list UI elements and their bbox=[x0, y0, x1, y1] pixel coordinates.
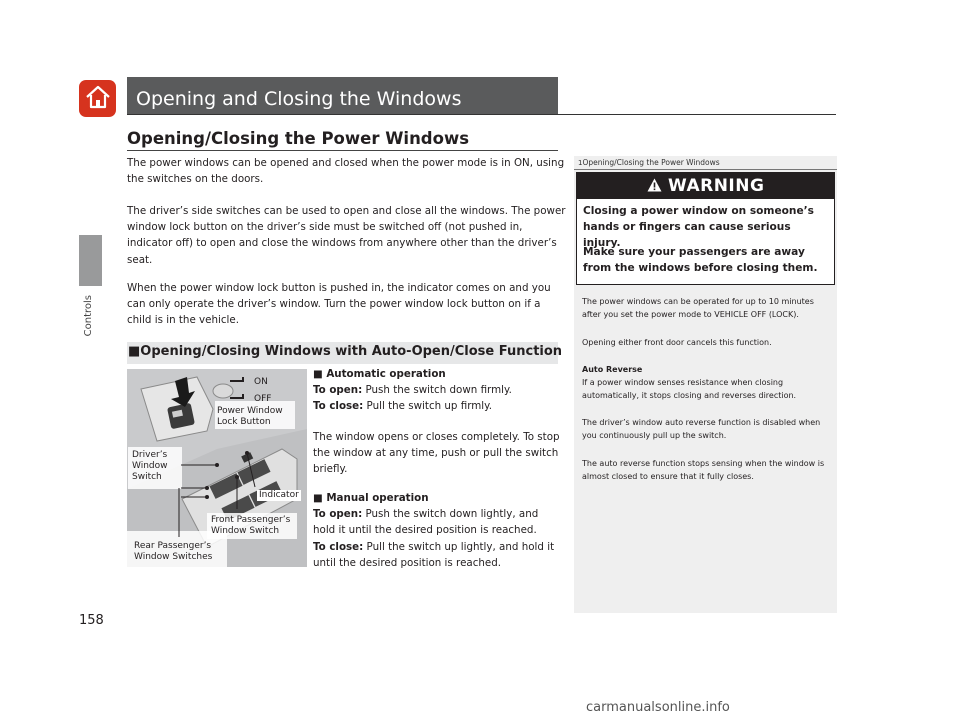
on-label: ON bbox=[254, 377, 268, 387]
front-passenger-label bbox=[211, 515, 290, 537]
auto-close-line bbox=[313, 398, 563, 414]
drivers-switch-label-line: Switch bbox=[132, 472, 162, 482]
body-paragraph: When the power window lock button is pushed in, the indicator comes on and you can only operate the driver’s window. Turn the power window lock button on if a child is in the vehicle. bbox=[127, 282, 551, 327]
auto-open-label: To open: bbox=[313, 384, 363, 397]
drivers-switch-label-line: Driver’s bbox=[132, 450, 168, 460]
lock-button-label-line: Lock Button bbox=[217, 417, 271, 427]
section-title: Opening/Closing the Power Windows bbox=[127, 129, 470, 148]
auto-close-text: Pull the switch up firmly. bbox=[363, 400, 493, 413]
drivers-switch-label bbox=[132, 450, 168, 483]
manual-open-line bbox=[313, 506, 563, 538]
indicator-label: Indicator bbox=[259, 490, 299, 500]
auto-reverse-text: If a power window senses resistance when closing automatically, it stops closing and reverses direction. bbox=[582, 378, 797, 400]
manual-open-label: To open: bbox=[313, 508, 363, 521]
body-paragraph: The power windows can be opened and closed when the power mode is in ON, using the switches on the doors. bbox=[127, 157, 565, 186]
reference-marker: 1 bbox=[578, 159, 583, 167]
auto-open-line bbox=[313, 382, 563, 398]
home-button[interactable] bbox=[79, 80, 116, 117]
side-tab[interactable] bbox=[79, 235, 102, 286]
section-rule bbox=[127, 150, 558, 151]
page-number: 158 bbox=[79, 613, 104, 628]
manual-close-text: Pull the switch up lightly, and hold it until the desired position is reached. bbox=[313, 540, 555, 569]
warning-text-1: Closing a power window on someone’s hands or fingers can cause serious injury. bbox=[583, 205, 814, 249]
warning-text-2: Make sure your passengers are away from the windows before closing them. bbox=[583, 246, 818, 274]
front-passenger-label-line: Window Switch bbox=[211, 526, 280, 536]
auto-reverse-title: Auto Reverse bbox=[582, 365, 643, 374]
off-label: OFF bbox=[254, 394, 272, 404]
subsection-title-text: Opening/Closing Windows with Auto-Open/Close Function bbox=[140, 344, 563, 359]
manual-open-text: Push the switch down lightly, and hold it until the desired position is reached. bbox=[313, 508, 539, 537]
manual-close-line bbox=[313, 539, 563, 571]
warning-icon bbox=[647, 176, 668, 196]
rear-passenger-label bbox=[134, 541, 212, 563]
rear-passenger-label-line: Window Switches bbox=[134, 552, 213, 562]
rear-passenger-label-line: Rear Passenger’s bbox=[134, 541, 212, 551]
watermark: carmanualsonline.info bbox=[586, 700, 730, 715]
side-tab-label: Controls bbox=[83, 295, 94, 337]
sidebar-note-3: The driver’s window auto reverse function is disabled when you continuously pull up the switch. bbox=[582, 418, 821, 440]
chapter-title: Opening and Closing the Windows bbox=[136, 88, 462, 110]
auto-operation bbox=[313, 366, 563, 477]
chapter-rule bbox=[127, 114, 836, 115]
sidebar-note-1: The power windows can be operated for up to 10 minutes after you set the power mode to VEHICLE OFF (LOCK). bbox=[582, 297, 814, 319]
sidebar-reference-rule bbox=[574, 169, 837, 170]
sidebar-note-2: Opening either front door cancels this function. bbox=[582, 338, 772, 347]
manual-operation bbox=[313, 490, 563, 571]
lock-button-label-line: Power Window bbox=[217, 406, 283, 416]
subsection-title bbox=[128, 344, 562, 359]
auto-note: The window opens or closes completely. To stop the window at any time, push or pull the switch briefly. bbox=[313, 430, 560, 476]
lock-button-label bbox=[217, 406, 283, 428]
auto-operation-heading: ■ Automatic operation bbox=[313, 368, 446, 380]
manual-operation-heading: ■ Manual operation bbox=[313, 492, 429, 504]
body-paragraph: The driver’s side switches can be used to open and close all the windows. The power window lock button on the driver’s side must be switched off (not pushed in, indicator off) to open and close the windows from anywhere other than the driver’s seat. bbox=[127, 205, 566, 266]
home-icon bbox=[85, 85, 111, 113]
auto-close-label: To close: bbox=[313, 400, 364, 413]
subsection-marker: ■ bbox=[128, 344, 141, 359]
drivers-switch-label-line: Window bbox=[132, 461, 168, 471]
manual-close-label: To close: bbox=[313, 540, 364, 553]
warning-title-text: WARNING bbox=[667, 176, 765, 196]
front-passenger-label-line: Front Passenger’s bbox=[211, 515, 291, 525]
auto-open-text: Push the switch down firmly. bbox=[362, 384, 512, 397]
reference-title: Opening/Closing the Power Windows bbox=[582, 158, 720, 167]
sidebar-reference[interactable] bbox=[578, 158, 720, 167]
warning-title bbox=[577, 176, 834, 196]
sidebar-note-4: The auto reverse function stops sensing when the window is almost closed to ensure that it fully closes. bbox=[582, 459, 825, 481]
window-switch-illustration bbox=[127, 369, 307, 567]
